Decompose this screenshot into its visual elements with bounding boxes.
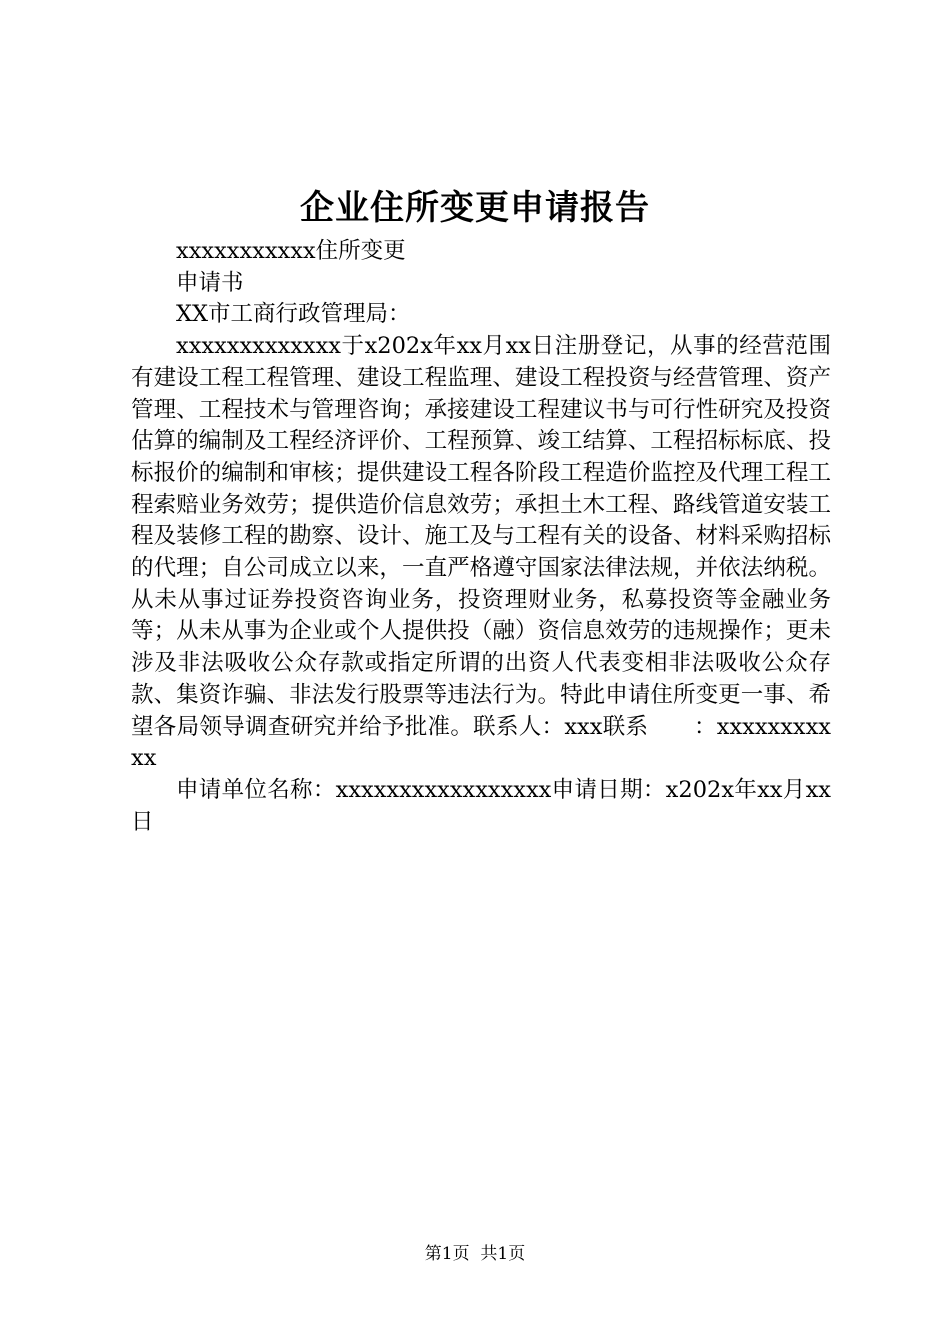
page-footer xyxy=(0,1242,950,1266)
document-title: 企业住所变更申请报告 xyxy=(300,188,650,228)
paragraph-applicant-date: 申请单位名称：xxxxxxxxxxxxxxxxx申请日期：x202x年xx月xx日 xyxy=(131,776,831,835)
paragraph-recipient: XX市工商行政管理局： xyxy=(176,301,411,328)
paragraph-doc-type: 申请书 xyxy=(176,269,244,296)
document-body xyxy=(131,236,831,838)
paragraph-subject: xxxxxxxxxxx住所变更 xyxy=(176,238,406,264)
page-number: 第1页 共1页 xyxy=(424,1244,526,1264)
paragraph-main-body: xxxxxxxxxxxxx于x202x年xx月xx日注册登记，从事的经营范围有建设工程工程管理、建设工程监理、建设工程投资与经营管理、资产管理、工程技术与管理咨询；承接建设工程建议书与可行性研究及投资估算的编制及工程经济评价、工程预算、竣工结算、工程招标标底、投标报价的编制和审核；提供建设工程各阶段工程造价监控及代理工程工程索赔业务效劳；提供造价信息效劳；承担土木工程、路线管道安装工程及装修工程的勘察、设计、施工及与工程有关的设备、材料采购招标的代理；自公司成立以来，一直严格遵守国家法律法规，并依法纳税。从未从事过证券投资咨询业务，投资理财业务，私募投资等金融业务等；从未从事为企业或个人提供投（融）资信息效劳的违规操作；更未涉及非法吸收公众存款或指定所谓的出资人代表变相非法吸收公众存款、集资诈骗、非法发行股票等违法行为。特此申请住所变更一事、希望各局领导调查研究并给予批准。联系人：xxx联系 ：xxxxxxxxxxx xyxy=(131,333,831,772)
